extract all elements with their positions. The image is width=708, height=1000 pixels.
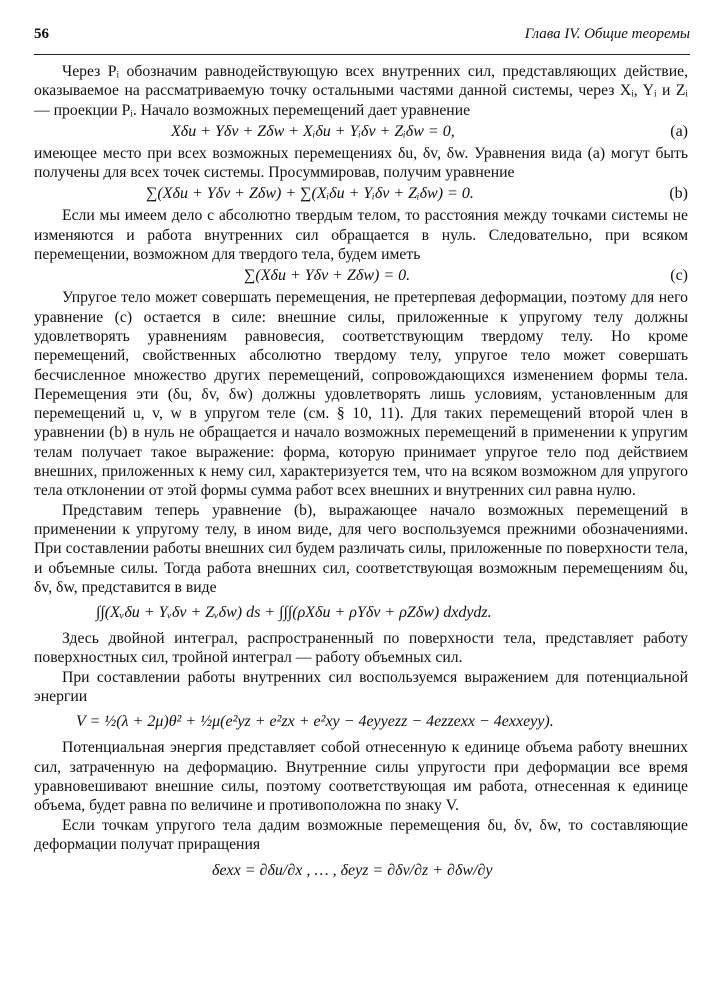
equation-energy-formula: V = ½(λ + 2μ)θ² + ½μ(e²yz + e²zx + e²xy − 4eyyezz − 4ezzexx − 4exxeyy). <box>76 713 554 731</box>
equation-b <box>34 183 688 205</box>
equation-a-tag: (a) <box>670 122 688 140</box>
paragraph-6: Здесь двойной интеграл, распространенный по поверхности тела, представляет работу поверхностных сил, тройной интеграл — работу объемных сил. <box>34 630 688 667</box>
equation-c-tag: (c) <box>670 267 688 285</box>
paragraph-8: Потенциальная энергия представляет собой отнесенную к единице объема работу внешних сил, затраченную на деформацию. Внутренние силы упругости при деформации все время уравновешивают внешние силы, поэтому соответствующая им работа, отнесенная к единице объема, будет равна по величине и противоположна по знаку V. <box>34 739 688 815</box>
running-header <box>34 26 690 46</box>
chapter-title: Глава IV. Общие теоремы <box>524 26 690 42</box>
paragraph-1: Через Pᵢ обозначим равнодействующую всех внутренних сил, представляющих действие, оказываемое на рассматриваемую точку остальными частями данной системы, через Xᵢ, Yᵢ и Zᵢ — проекции Pᵢ. Начало возможных перемещений дает уравнение <box>34 63 688 119</box>
paragraph-3: Если мы имеем дело с абсолютно твердым телом, то расстояния между точками системы не изменяются и работа внутренних сил обращается в нуль. Следовательно, при всяком перемещении, возможном для твердого тела, будем иметь <box>34 207 688 264</box>
paragraph-7: При составлении работы внутренних сил воспользуемся выражением для потенциальной энергии <box>34 668 688 706</box>
equation-increments-formula: δexx = ∂δu/∂x , … , δeyz = ∂δv/∂z + ∂δw/∂y <box>212 862 493 880</box>
equation-b-formula: ∑(Xδu + Yδv + Zδw) + ∑(Xᵢδu + Yᵢδv + Zᵢδw) = 0. <box>146 185 474 203</box>
paragraph-9: Если точкам упругого тела дадим возможные перемещения δu, δv, δw, то составляющие деформации получат приращения <box>34 816 688 853</box>
equation-increments <box>34 855 688 887</box>
equation-work-formula: ∫∫(Xᵥδu + Yᵥδv + Zᵥδw) ds + ∫∫∫(ρXδu + ρYδv + ρZδw) dxdydz. <box>96 604 492 622</box>
equation-a-formula: Xδu + Yδv + Zδw + Xᵢδu + Yᵢδv + Zᵢδw = 0, <box>171 122 455 140</box>
page-number: 56 <box>34 26 49 42</box>
page-body <box>34 62 688 888</box>
equation-work <box>34 598 688 628</box>
equation-energy <box>34 707 688 737</box>
paragraph-5: Представим теперь уравнение (b), выражающее начало возможных перемещений в применении к упругому телу, в ином виде, для чего воспользуемся прежними обозначениями. При составлении работы внешних сил будем различать силы, приложенные по поверхности тела, и объемные силы. Тогда работа внешних сил, соответствующая возможным перемещениям δu, δv, δw, представится в виде <box>34 501 688 596</box>
equation-c-formula: ∑(Xδu + Yδv + Zδw) = 0. <box>244 267 411 285</box>
paragraph-2: имеющее место при всех возможных перемещениях δu, δv, δw. Уравнения вида (a) могут быть получены для всех точек системы. Просуммировав, получим уравнение <box>34 144 688 182</box>
equation-c <box>34 265 688 287</box>
equation-a <box>34 121 688 143</box>
header-rule <box>34 54 690 55</box>
equation-b-tag: (b) <box>669 185 688 203</box>
paragraph-4: Упругое тело может совершать перемещения, не претерпевая деформации, поэтому для него уравнение (c) остается в силе: внешние силы, приложенные к упругому телу должны удовлетворять уравнениям равновесия, соответствующим твердому телу. Но кроме перемещений, свойственных абсолютно твердому телу, упругое тело может совершать бесчисленное множество других перемещений, сопровождающихся изменением формы тела. Перемещения эти (δu, δv, δw) должны удовлетворять лишь условиям, установленным для перемещений u, v, w в упругом теле (см. § 10, 11). Для таких перемещений второй член в уравнении (b) в нуль не обращается и начало возможных перемещений в применении к упругим телам получает такое выражение: форма, которую принимает упругое тело под действием внешних, приложенных к нему сил, характеризуется тем, что на всяком возможном для упругого тела отклонении от этой формы сумма работ всех внешних и внутренних сил равна нулю. <box>34 289 688 500</box>
